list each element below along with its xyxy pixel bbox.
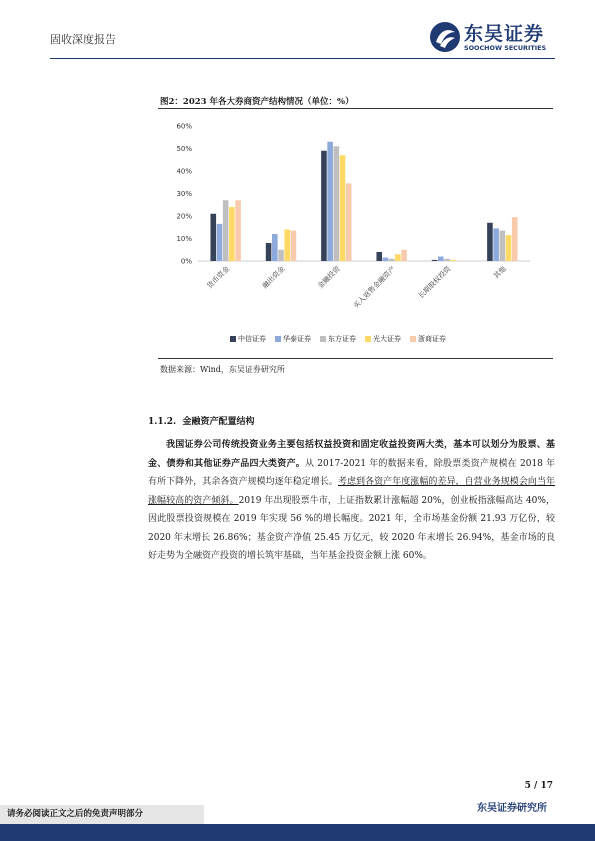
bar (229, 207, 235, 261)
legend-label: 东方证券 (328, 335, 356, 343)
disclaimer-notice: 请务必阅读正文之后的免责声明部分 (0, 805, 204, 824)
legend-swatch (230, 336, 236, 342)
footer-bar (0, 824, 595, 841)
logo-english-name: SOOCHOW SECURITIES (464, 44, 547, 52)
bar (217, 224, 223, 261)
bar (340, 155, 346, 261)
bar (493, 228, 499, 261)
legend-item (230, 334, 266, 344)
bar (291, 231, 297, 261)
legend-swatch (320, 336, 326, 342)
logo-chinese-name: 东吴证券 (464, 23, 545, 45)
page-number: 5 / 17 (524, 781, 553, 791)
y-tick-label: 0% (180, 257, 192, 266)
paragraph-bold-lead: 我国证券公司传统投资业务主要包括权益投资和固定收益投资两大类，基本可以划分为股票、基金、债券和其他证券产品四大类资产。 (148, 440, 555, 469)
x-category-label: 买入返售金融资产 (351, 264, 398, 311)
legend-item (410, 334, 446, 344)
figure-top-rule (158, 108, 553, 109)
bar (438, 257, 444, 262)
bar (327, 142, 333, 261)
bar (395, 254, 401, 261)
bar (450, 260, 456, 261)
legend-swatch (410, 336, 416, 342)
legend-swatch (365, 336, 371, 342)
bar (376, 252, 382, 261)
bar (321, 151, 327, 261)
figure-bottom-rule (158, 358, 553, 359)
bar (512, 217, 518, 261)
legend-label: 中信证券 (238, 335, 266, 343)
x-category-label: 金融投资 (316, 264, 342, 291)
y-tick-label: 60% (176, 122, 192, 131)
figure-title: 图2：2023 年各大券商资产结构情况（单位：%） (160, 97, 354, 107)
logo-mark-icon (428, 20, 462, 54)
bar (401, 250, 407, 261)
y-tick-label: 10% (176, 235, 192, 243)
paragraph-underlined: 考虑到各资产年度涨幅的差异，自营业务规模会向当年涨幅较高的资产倾斜。 (148, 477, 555, 506)
bar (457, 260, 463, 261)
bar (223, 200, 229, 261)
legend-item (320, 334, 356, 344)
bar (444, 259, 450, 261)
bar (383, 258, 389, 261)
figure-source: 数据来源：Wind，东吴证券研究所 (160, 365, 285, 374)
header-divider (50, 58, 555, 59)
x-category-label: 货币资金 (205, 264, 232, 291)
x-category-label: 长期股权投资 (417, 264, 453, 301)
chart-legend (230, 334, 446, 344)
bar (272, 234, 278, 261)
legend-label: 浙商证券 (418, 335, 446, 343)
bar (284, 230, 290, 262)
x-category-label: 其他 (492, 264, 508, 281)
section-heading (148, 414, 254, 427)
legend-label: 光大证券 (373, 335, 401, 343)
legend-swatch (275, 336, 281, 342)
bar (266, 243, 272, 261)
bar (389, 259, 395, 261)
y-tick-label: 40% (176, 167, 192, 176)
legend-label: 华泰证券 (283, 335, 311, 343)
report-type-label: 固收深度报告 (50, 33, 116, 46)
bar (210, 214, 216, 261)
x-category-label: 融出资金 (260, 264, 287, 291)
bar (346, 183, 352, 261)
asset-structure-bar-chart (158, 110, 553, 332)
bar (487, 223, 493, 261)
y-tick-label: 20% (176, 212, 192, 221)
bar (506, 235, 512, 261)
legend-item (365, 334, 401, 344)
bar (500, 231, 506, 261)
paragraph-text-2: 2019 年出现股票牛市，上证指数累计涨幅超 20%，创业板指涨幅高达 40%，因此股票投资规模在 2019 年实现 56 %的增长幅度。2021 年，全市场基金份额 21.93 万亿份，较 2020 年末增长 26.86%；基金资产净值 25.45 万亿元，较 2020 年末增长 26.94%，基金市场的良好走势为全融资产投资的增长筑牢基础，当年基金投资金额上涨 60%。 (148, 495, 555, 561)
legend-item (275, 334, 311, 344)
section-number: 1.1.2. (148, 417, 177, 427)
body-paragraph (148, 436, 555, 566)
y-tick-label: 30% (176, 190, 192, 198)
bar (235, 200, 241, 261)
company-logo (428, 20, 558, 56)
footer-organization: 东吴证券研究所 (477, 803, 547, 814)
bar (432, 260, 438, 261)
bar (278, 250, 284, 261)
section-title: 金融资产配置结构 (182, 417, 255, 427)
bar (334, 146, 340, 261)
y-tick-label: 50% (176, 145, 192, 153)
paragraph-text-1: 从 2017-2021 年的数据来看，除股票类资产规模在 2018 年有所下降外，其余各资产规模均逐年稳定增长。 (148, 458, 555, 487)
